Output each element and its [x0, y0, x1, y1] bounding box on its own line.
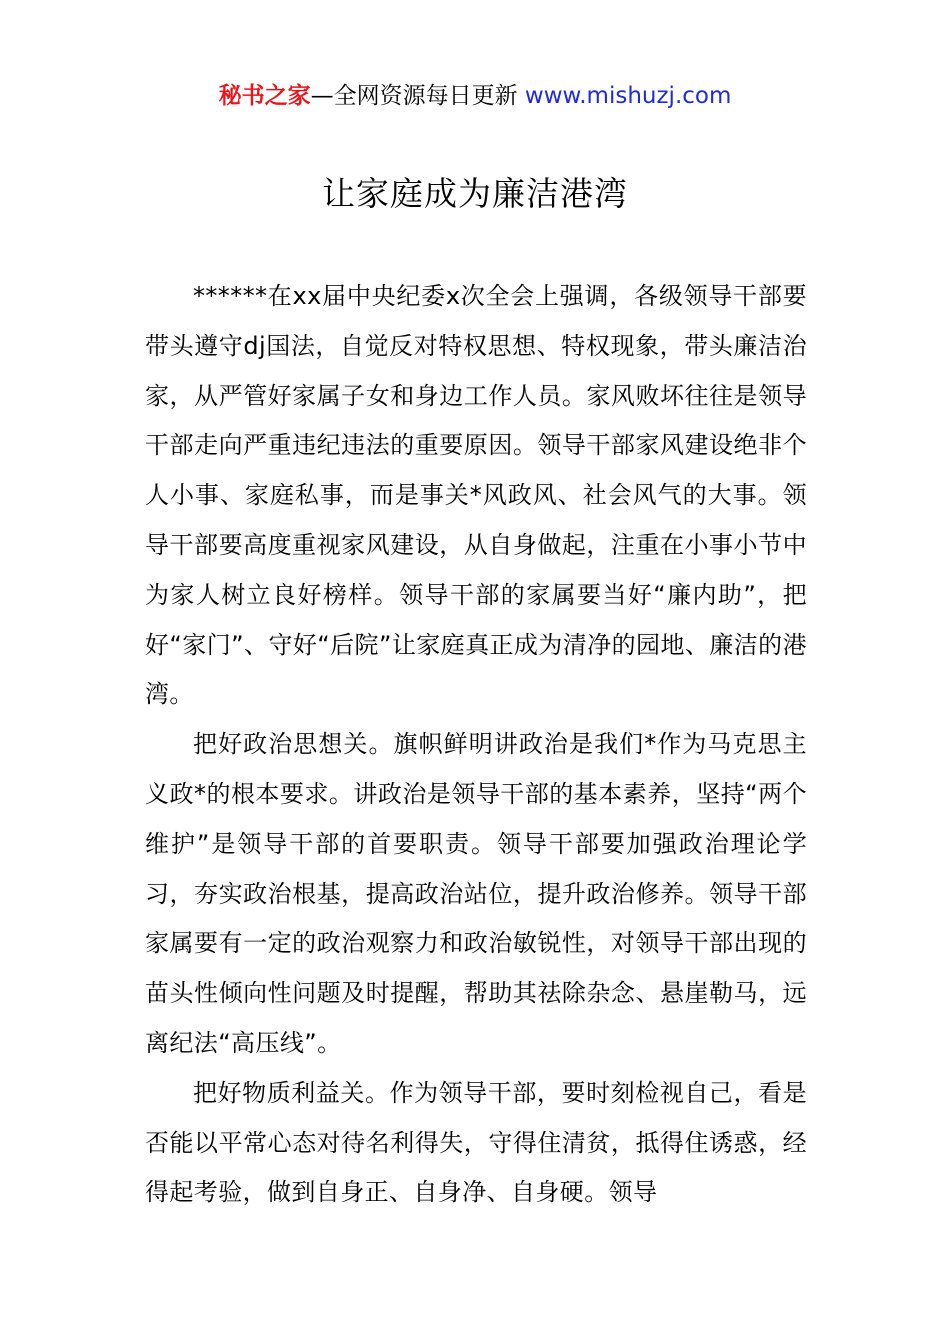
- site-header: [0, 80, 950, 112]
- document-title: 让家庭成为廉洁港湾: [322, 174, 628, 213]
- paragraph-material: 把好物质利益关。作为领导干部，要时刻检视自己，看是否能以平常心态对待名利得失，守得住清贫，抵得住诱惑，经得起考验，做到自身正、自身净、自身硬。领导: [145, 1078, 807, 1207]
- site-brand: 秘书之家: [218, 83, 311, 109]
- site-tagline: —全网资源每日更新: [310, 83, 525, 109]
- document-body: [145, 272, 807, 1218]
- paragraph-intro: ******在xx届中央纪委x次全会上强调，各级领导干部要带头遵守dj国法，自觉反对特权思想、特权现象，带头廉洁治家，从严管好家属子女和身边工作人员。家风败坏往往是领导干部走向严重违纪违法的重要原因。领导干部家风建设绝非个人小事、家庭私事，而是事关*风政风、社会风气的大事。领导干部要高度重视家风建设，从自身做起，注重在小事小节中为家人树立良好榜样。领导干部的家属要当好“廉内助”，把好“家门”、守好“后院”让家庭真正成为清净的园地、廉洁的港湾。: [145, 282, 807, 709]
- site-url-link[interactable]: www.mishuzj.com: [524, 83, 732, 109]
- paragraph-political: 把好政治思想关。旗帜鲜明讲政治是我们*作为马克思主义政*的根本要求。讲政治是领导干部的基本素养，坚持“两个维护”是领导干部的首要职责。领导干部要加强政治理论学习，夯实政治根基，提高政治站位，提升政治修养。领导干部家属要有一定的政治观察力和政治敏锐性，对领导干部出现的苗头性倾向性问题及时提醒，帮助其祛除杂念、悬崖勒马，远离纪法“高压线”。: [145, 730, 807, 1057]
